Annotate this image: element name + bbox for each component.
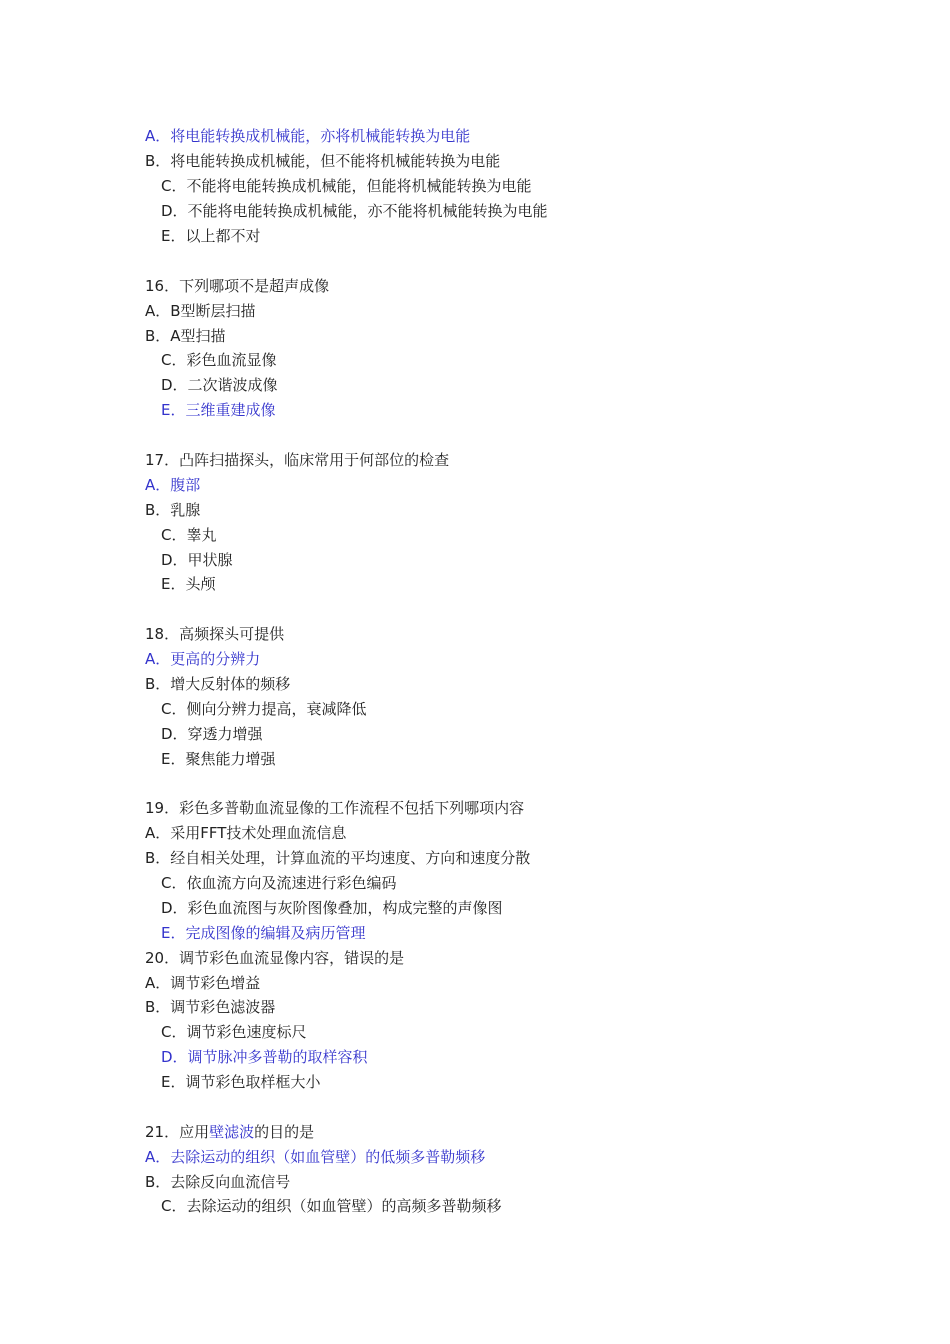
q21-question-prefix: 21．应用: [145, 1123, 210, 1141]
q17-option-e: E．头颅: [161, 575, 216, 593]
q17-option-b: B．乳腺: [145, 501, 201, 519]
q18-option-a: A．更高的分辨力: [145, 650, 261, 668]
q21-question-highlight: 壁滤波: [209, 1123, 255, 1141]
q16-option-b: B．A型扫描: [145, 327, 226, 345]
q20-option-b: B．调节彩色滤波器: [145, 998, 276, 1016]
q20-option-a: A．调节彩色增益: [145, 974, 261, 992]
q17-question: 17．凸阵扫描探头，临床常用于何部位的检查: [145, 451, 450, 469]
q16-option-c: C．彩色血流显像: [161, 351, 277, 369]
q15-option-c: C．不能将电能转换成机械能，但能将机械能转换为电能: [161, 177, 532, 195]
q15-option-d: D．不能将电能转换成机械能，亦不能将机械能转换为电能: [161, 202, 548, 220]
q16-option-d: D．二次谐波成像: [161, 376, 278, 394]
q20-option-d: D．调节脉冲多普勒的取样容积: [161, 1048, 368, 1066]
q21-question: [145, 1122, 314, 1142]
q21-question-suffix: 的目的是: [254, 1123, 315, 1141]
q16-option-e: E．三维重建成像: [161, 401, 276, 419]
q17-option-c: C．睾丸: [161, 526, 217, 544]
q19-option-a: A．采用FFT技术处理血流信息: [145, 824, 347, 842]
q19-option-e: E．完成图像的编辑及病历管理: [161, 924, 366, 942]
q19-question: 19．彩色多普勒血流显像的工作流程不包括下列哪项内容: [145, 799, 525, 817]
q18-option-d: D．穿透力增强: [161, 725, 263, 743]
q21-option-a: A．去除运动的组织（如血管壁）的低频多普勒频移: [145, 1148, 486, 1166]
q18-option-c: C．侧向分辨力提高，衰减降低: [161, 700, 367, 718]
q18-option-e: E．聚焦能力增强: [161, 750, 276, 768]
q15-option-b: B．将电能转换成机械能，但不能将机械能转换为电能: [145, 152, 501, 170]
q19-option-c: C．依血流方向及流速进行彩色编码: [161, 874, 397, 892]
q21-option-c: C．去除运动的组织（如血管壁）的高频多普勒频移: [161, 1197, 502, 1215]
q15-option-e: E．以上都不对: [161, 227, 261, 245]
q16-option-a: A．B型断层扫描: [145, 302, 256, 320]
q20-option-c: C．调节彩色速度标尺: [161, 1023, 307, 1041]
q20-option-e: E．调节彩色取样框大小: [161, 1073, 321, 1091]
q19-option-d: D．彩色血流图与灰阶图像叠加，构成完整的声像图: [161, 899, 503, 917]
q19-option-b: B．经自相关处理，计算血流的平均速度、方向和速度分散: [145, 849, 531, 867]
q17-option-d: D．甲状腺: [161, 551, 233, 569]
q21-option-b: B．去除反向血流信号: [145, 1173, 291, 1191]
q18-option-b: B．增大反射体的频移: [145, 675, 291, 693]
q18-question: 18．高频探头可提供: [145, 625, 285, 643]
q15-option-a: A．将电能转换成机械能，亦将机械能转换为电能: [145, 127, 471, 145]
q16-question: 16．下列哪项不是超声成像: [145, 277, 330, 295]
q17-option-a: A．腹部: [145, 476, 201, 494]
q20-question: 20．调节彩色血流显像内容，错误的是: [145, 949, 405, 967]
